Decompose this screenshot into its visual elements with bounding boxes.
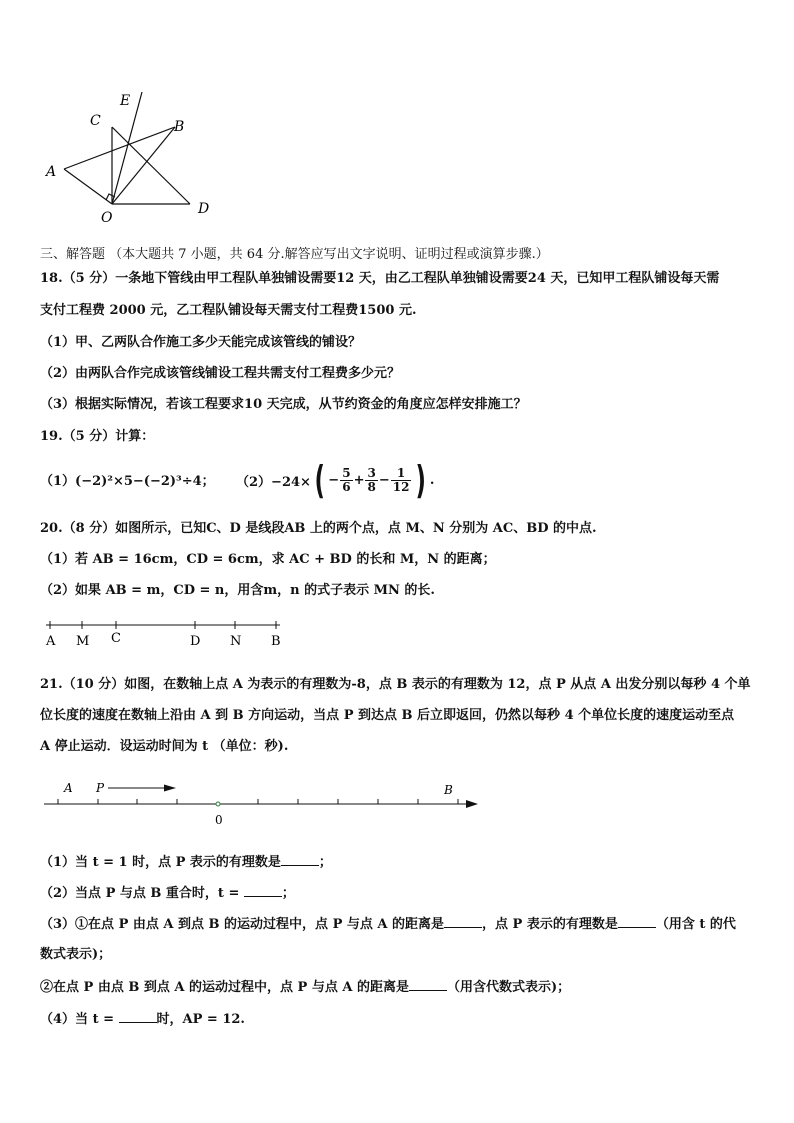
answer-blank-6[interactable] xyxy=(119,1010,157,1023)
q21-sub2-end: ； xyxy=(281,886,295,901)
answer-blank-1[interactable] xyxy=(281,853,319,866)
axis-label-p: P xyxy=(96,781,105,795)
q21-sub4b: 时，AP = 12. xyxy=(156,1012,245,1027)
number-line-figure xyxy=(40,774,490,830)
q21-line3: A 停止运动．设运动时间为 t （单位：秒). xyxy=(40,739,289,754)
answer-blank-4[interactable] xyxy=(618,915,656,928)
label-c: C xyxy=(90,113,101,129)
label-o: O xyxy=(101,210,113,225)
q21-sub3-line2: 数式表示)； xyxy=(40,947,112,962)
fraction-1-denominator: 6 xyxy=(342,479,351,494)
label-a: A xyxy=(46,164,57,180)
segment-label-m: M xyxy=(76,634,90,649)
fraction-1 xyxy=(340,467,352,494)
segment-label-d: D xyxy=(190,634,201,649)
q19-part1: （1）(−2)²×5−(−2)³÷4； xyxy=(40,474,215,489)
line-cd xyxy=(112,127,190,204)
q19-title: 19.（5 分）计算： xyxy=(40,429,155,444)
segment-label-c: C xyxy=(111,631,121,646)
q21-sub4 xyxy=(40,1010,245,1029)
q21-sub3-line1 xyxy=(40,915,736,934)
q20-line1: 20.（8 分）如图所示，已知C、D 是线段AB 上的两个点，点 M、N 分别为 AC、BD 的中点. xyxy=(40,521,597,536)
fraction-3 xyxy=(391,467,412,494)
line-ao xyxy=(64,169,112,204)
answer-blank-3[interactable] xyxy=(444,915,482,928)
right-paren: ) xyxy=(415,458,427,502)
answer-blank-5[interactable] xyxy=(409,978,447,991)
q21-sub3c: （用含 t 的代 xyxy=(655,917,736,932)
q21-sub1-text: （1）当 t = 1 时，点 P 表示的有理数是 xyxy=(40,855,281,870)
q20-sub1: （1）若 AB = 16cm，CD = 6cm，求 AC + BD 的长和 M，N 的距离； xyxy=(40,552,496,567)
axis-label-zero: 0 xyxy=(215,813,223,827)
q21-sub3b: ，点 P 表示的有理数是 xyxy=(482,917,618,932)
q21-sub4a: （4）当 t = xyxy=(40,1012,114,1027)
q21-sub3-line3 xyxy=(40,978,570,997)
p-arrowhead xyxy=(164,785,176,792)
q21-line2: 位长度的速度在数轴上沿由 A 到 B 方向运动，当点 P 到达点 B 后立即返回，仍然以每秒 4 个单位长度的速度运动至点 xyxy=(40,708,735,723)
q21-line1: 21.（10 分）如图，在数轴上点 A 为表示的有理数为-8，点 B 表示的有理数为 12，点 P 从点 A 出发分别以每秒 4 个单 xyxy=(40,677,751,692)
term3-sign: − xyxy=(378,472,390,488)
label-e: E xyxy=(120,93,131,109)
origin-point xyxy=(216,802,220,806)
segment-label-n: N xyxy=(230,634,242,649)
q18-line2: 支付工程费 2000 元，乙工程队铺设每天需支付工程费1500 元. xyxy=(40,303,417,318)
q19-part2 xyxy=(236,458,434,502)
q21-sub2-text: （2）当点 P 与点 B 重合时，t = xyxy=(40,886,240,901)
left-paren: ( xyxy=(314,458,325,502)
section-header: 三、解答题 （本大题共 7 小题，共 64 分.解答应写出文字说明、证明过程或演算步骤.） xyxy=(40,247,549,262)
q18-sub1: （1）甲、乙两队合作施工多少天能完成该管线的铺设？ xyxy=(40,335,362,350)
axis-label-a: A xyxy=(64,781,73,795)
q18-line1: 18.（5 分）一条地下管线由甲工程队单独铺设需要12 天，由乙工程队单独铺设需要24 天，已知甲工程队铺设每天需 xyxy=(40,271,720,286)
geometry-figure xyxy=(40,85,240,225)
fraction-3-denominator: 12 xyxy=(392,479,410,494)
answer-blank-2[interactable] xyxy=(244,884,282,897)
segment-label-a: A xyxy=(46,634,56,649)
term2-sign: + xyxy=(353,472,365,488)
q19-part2-prefix: （2）−24× xyxy=(236,474,311,490)
fraction-3-numerator: 1 xyxy=(391,467,412,481)
fraction-2-denominator: 8 xyxy=(367,479,376,494)
segment-figure xyxy=(40,618,300,654)
axis-arrowhead xyxy=(466,800,478,808)
q21-sub1 xyxy=(40,853,332,872)
q20-sub2: （2）如果 AB = m，CD = n，用含m，n 的式子表示 MN 的长. xyxy=(40,583,435,598)
label-b: B xyxy=(174,119,185,135)
fraction-1-numerator: 5 xyxy=(342,465,351,480)
axis-label-b: B xyxy=(444,783,453,797)
term1-sign: − xyxy=(328,472,340,488)
q19-part2-end: . xyxy=(429,472,435,488)
fraction-2 xyxy=(365,467,377,494)
fraction-2-numerator: 3 xyxy=(367,465,376,480)
segment-label-b: B xyxy=(271,634,281,649)
q21-sub3f: （用含代数式表示)； xyxy=(446,980,571,995)
label-d: D xyxy=(198,201,210,217)
q21-sub3a: （3）①在点 P 由点 A 到点 B 的运动过程中，点 P 与点 A 的距离是 xyxy=(40,917,445,932)
q18-sub3: （3）根据实际情况，若该工程要求10 天完成，从节约资金的角度应怎样安排施工？ xyxy=(40,397,527,412)
q18-sub2: （2）由两队合作完成该管线铺设工程共需支付工程费多少元？ xyxy=(40,366,401,381)
q21-sub2 xyxy=(40,884,295,903)
q21-sub3e: ②在点 P 由点 B 到点 A 的运动过程中，点 P 与点 A 的距离是 xyxy=(40,980,409,995)
q21-sub1-end: ； xyxy=(318,855,332,870)
